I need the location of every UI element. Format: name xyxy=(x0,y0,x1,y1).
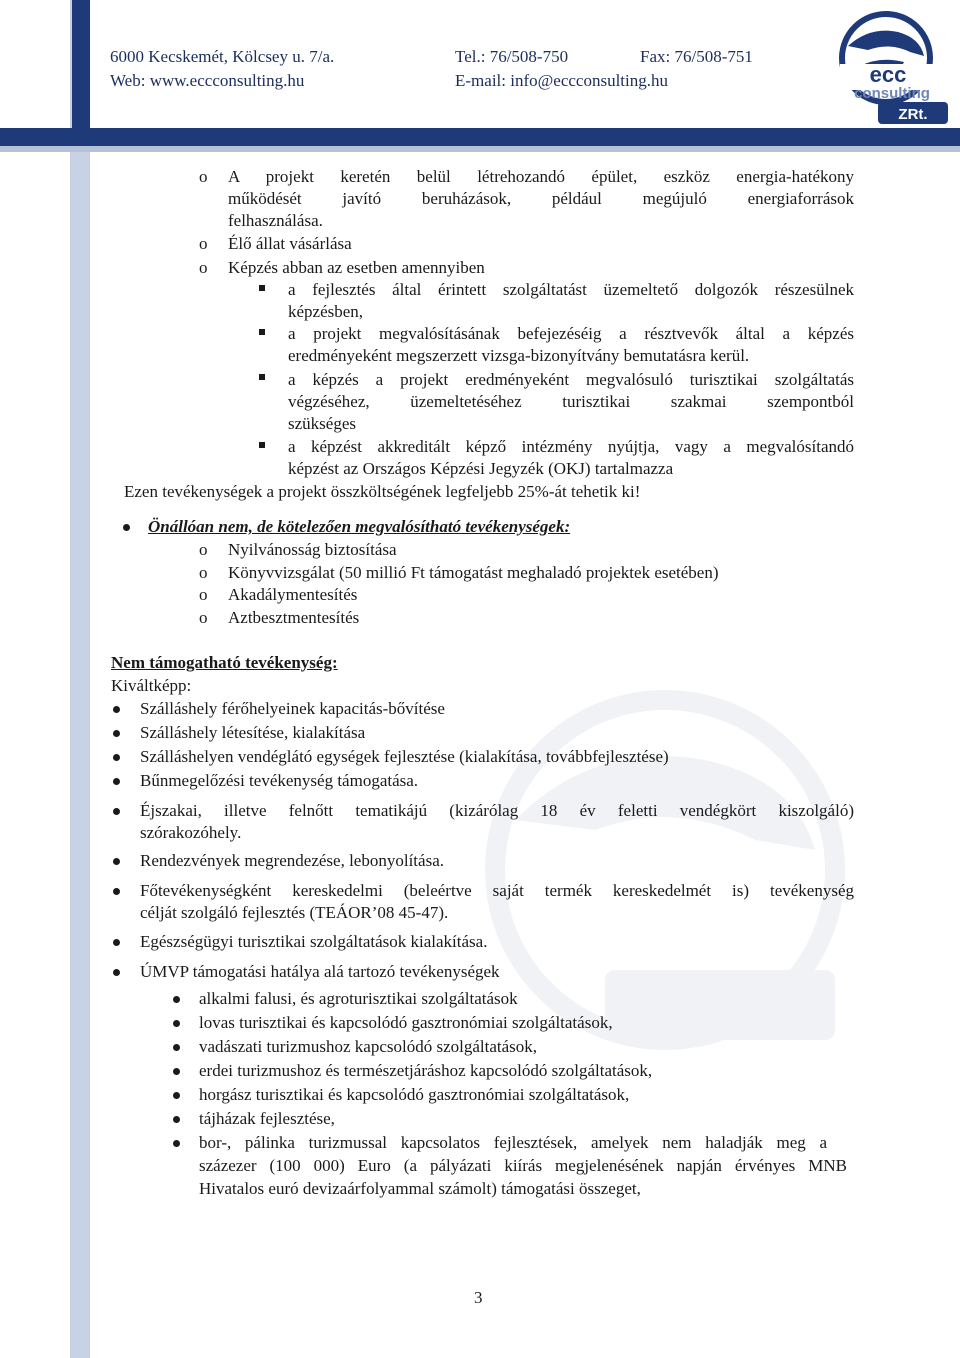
item1-line2: működését javító beruházások, például megújuló energiaforrások xyxy=(228,189,854,208)
bullet-dot xyxy=(173,996,180,1003)
bullet-dot xyxy=(173,1044,180,1051)
bullet-dot xyxy=(113,808,120,815)
ns-item: Bűnmegelőzési tevékenység támogatása. xyxy=(140,771,419,790)
sub1-line2: képzésben, xyxy=(288,302,364,321)
sub4-line1: a képzést akkreditált képző intézmény nyújtja, vagy a megvalósítandó xyxy=(288,437,854,456)
cost-note: Ezen tevékenységek a projekt összköltségének legfeljebb 25%-át tehetik ki! xyxy=(124,482,641,501)
logo-text: ecc xyxy=(869,62,907,87)
umvp-item: tájházak fejlesztése, xyxy=(199,1109,335,1128)
logo-sub: consulting xyxy=(854,85,930,102)
optional-item: Akadálymentesítés xyxy=(228,585,358,604)
square-bullet xyxy=(259,374,265,380)
square-bullet xyxy=(259,329,265,335)
bullet-dot xyxy=(123,524,130,531)
item1-line3: felhasználása. xyxy=(228,211,323,230)
umvp-item-s7-line1: bor-, pálinka turizmussal kapcsolatos fejlesztések, amelyek nem haladják meg a xyxy=(199,1133,827,1152)
ns-item: Szálláshely férőhelyeinek kapacitás-bővítése xyxy=(140,699,445,718)
sub3-line2: végzéséhez, üzemeltetéséhez turisztikai szakmai szempontból xyxy=(288,392,854,411)
sub2-line1: a projekt megvalósításának befejezéséig a résztvevők által a képzés xyxy=(288,324,854,343)
umvp-item: erdei turizmushoz és természetjáráshoz kapcsolódó szolgáltatások, xyxy=(199,1061,653,1080)
sub2-line2: eredményeként megszerzett vizsga-bizonyítvány bemutatásra kerül. xyxy=(288,346,750,365)
ns-item: Szálláshely létesítése, kialakítása xyxy=(140,723,366,742)
bullet-dot xyxy=(173,1020,180,1027)
bullet-dot xyxy=(113,969,120,976)
o-bullet: o xyxy=(199,234,208,253)
ns-item: Rendezvények megrendezése, lebonyolítása. xyxy=(140,851,444,870)
bullet-dot xyxy=(173,1140,180,1147)
o-bullet: o xyxy=(199,563,208,582)
not-supported-heading: Nem támogatható tevékenység: xyxy=(111,653,338,672)
not-supported-subheading: Kiváltképp: xyxy=(111,676,192,695)
header-rule xyxy=(0,128,960,146)
umvp-item: alkalmi falusi, és agroturisztikai szolgáltatások xyxy=(199,989,518,1008)
sub1-line1: a fejlesztés által érintett szolgáltatást üzemeltető dolgozók részesülnek xyxy=(288,280,854,299)
sub3-line1: a képzés a projekt eredményeként megvalósuló turisztikai szolgáltatás xyxy=(288,370,854,389)
optional-item: Aztbesztmentesítés xyxy=(228,608,360,627)
bullet-dot xyxy=(173,1116,180,1123)
bullet-dot xyxy=(113,858,120,865)
ns-item: ÚMVP támogatási hatálya alá tartozó tevékenységek xyxy=(140,962,500,981)
header-web: Web: www.eccconsulting.hu xyxy=(110,71,305,90)
ns-item: Egészségügyi turisztikai szolgáltatások kialakítása. xyxy=(140,932,488,951)
sub3-line3: szükséges xyxy=(288,414,356,433)
optional-item: Nyilvánosság biztosítása xyxy=(228,540,397,559)
umvp-item: lovas turisztikai és kapcsolódó gasztronómiai szolgáltatások, xyxy=(199,1013,613,1032)
umvp-item-s7-line3: Hivatalos euró devizaárfolyammal számolt) támogatási összeget, xyxy=(199,1179,641,1198)
ns-item-b5-line1: Éjszakai, illetve felnőtt tematikájú (kizárólag 18 év feletti vendégkört kiszolgáló) xyxy=(140,801,854,820)
ns-item-b7-line1: Főtevékenységként kereskedelmi (beleértve saját termék kereskedelmét is) tevékenység xyxy=(140,881,854,900)
watermark-logo xyxy=(455,680,875,1060)
bullet-dot xyxy=(113,778,120,785)
sub4-line2: képzést az Országos Képzési Jegyzék (OKJ) tartalmazza xyxy=(288,459,674,478)
bullet-dot xyxy=(113,939,120,946)
o-bullet: o xyxy=(199,167,208,186)
o-bullet: o xyxy=(199,258,208,277)
square-bullet xyxy=(259,285,265,291)
company-logo xyxy=(820,6,952,126)
bullet-dot xyxy=(113,706,120,713)
ns-item-b5-line2: szórakozóhely. xyxy=(140,823,242,842)
o-bullet: o xyxy=(199,585,208,604)
optional-heading: Önállóan nem, de kötelezően megvalósítható tevékenységek: xyxy=(148,517,571,536)
header-email: E-mail: info@eccconsulting.hu xyxy=(455,71,668,90)
ns-item-b7-line2: célját szolgáló fejlesztés (TEÁOR’08 45-47). xyxy=(140,903,449,922)
bullet-dot xyxy=(113,888,120,895)
bullet-dot xyxy=(113,730,120,737)
bullet-dot xyxy=(113,754,120,761)
header-rule-shadow xyxy=(0,146,960,152)
square-bullet xyxy=(259,442,265,448)
umvp-item: vadászati turizmushoz kapcsolódó szolgáltatások, xyxy=(199,1037,538,1056)
left-margin-bar xyxy=(70,0,90,1358)
logo-zrt: ZRt. xyxy=(898,106,928,123)
item1-line1: A projekt keretén belül létrehozandó épület, eszköz energia-hatékony xyxy=(228,167,854,186)
item2: Élő állat vásárlása xyxy=(228,234,352,253)
ns-item: Szálláshelyen vendéglátó egységek fejlesztése (kialakítása, továbbfejlesztése) xyxy=(140,747,669,766)
bullet-dot xyxy=(173,1068,180,1075)
bullet-dot xyxy=(173,1092,180,1099)
header-tel: Tel.: 76/508-750 xyxy=(455,47,569,66)
umvp-item: horgász turisztikai és kapcsolódó gasztronómiai szolgáltatások, xyxy=(199,1085,630,1104)
header-address: 6000 Kecskemét, Kölcsey u. 7/a. xyxy=(110,47,335,66)
page-number: 3 xyxy=(474,1288,483,1307)
optional-item: Könyvvizsgálat (50 millió Ft támogatást meghaladó projektek esetében) xyxy=(228,563,719,582)
header-fax: Fax: 76/508-751 xyxy=(640,47,753,66)
o-bullet: o xyxy=(199,608,208,627)
item3: Képzés abban az esetben amennyiben xyxy=(228,258,485,277)
umvp-item-s7-line2: százezer (100 000) Euro (a pályázati kiírás megjelenésének napján érvényes MNB xyxy=(199,1156,847,1175)
o-bullet: o xyxy=(199,540,208,559)
